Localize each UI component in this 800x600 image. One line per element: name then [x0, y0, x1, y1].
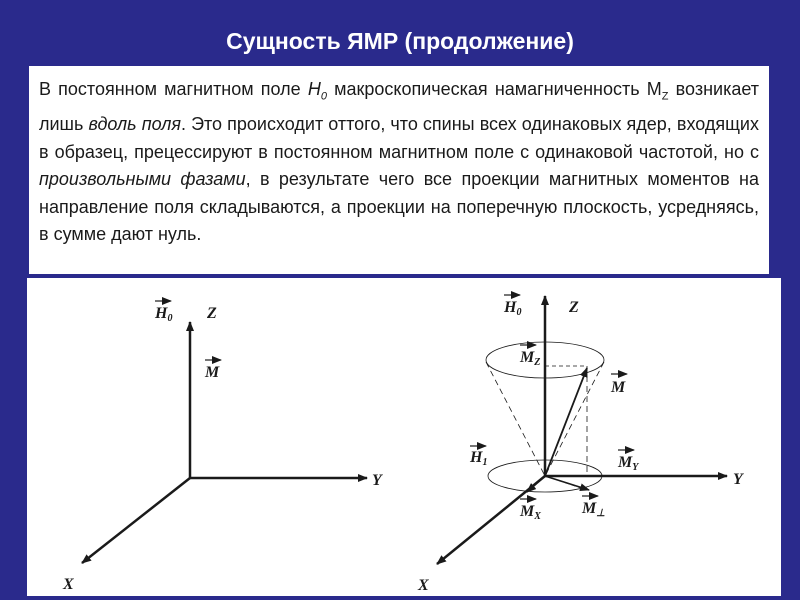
left-h0-label: H0 [155, 305, 173, 324]
h0-symbol: H [307, 79, 321, 99]
right-x-axis [437, 476, 545, 564]
diagrams-svg [27, 278, 781, 596]
mz-label: MZ [520, 349, 541, 368]
cone-left-edge [486, 362, 545, 476]
mx-label: MX [520, 503, 541, 522]
right-x-label: X [418, 577, 429, 594]
explanation-paragraph [39, 76, 759, 249]
right-y-label: Y [733, 471, 743, 488]
left-m-label: M [205, 364, 220, 381]
left-z-label: Z [207, 305, 217, 322]
explanation-box [29, 66, 769, 274]
para-text-4: . Это происходит оттого, что спины всех одинаковых ядер, входящих в образец, прецессируют в постоянном магнитном поле с одинаковой частотой, но с [39, 114, 759, 162]
mz-subscript: Z [661, 90, 669, 103]
my-label: MY [618, 454, 639, 473]
right-diagram [417, 295, 744, 594]
slide-title: Сущность ЯМР (продолжение) [226, 28, 574, 54]
para-text-2: макроскопическая намагниченность M [326, 79, 662, 99]
vector-diagrams [27, 278, 781, 596]
para-text-3: возникает лишь [39, 79, 760, 135]
mperp-label: M⊥ [582, 500, 605, 519]
mx-vector [527, 476, 545, 492]
mperp-vector [545, 476, 589, 490]
right-z-label: Z [569, 299, 579, 316]
m-vector [545, 368, 587, 476]
left-y-label: Y [372, 472, 382, 489]
arbitrary-phases-emphasis: произвольными фазами [39, 169, 246, 190]
right-h0-label: H0 [504, 299, 522, 318]
left-x-label: X [63, 576, 74, 593]
right-m-label: M [611, 379, 626, 396]
left-diagram [62, 301, 383, 593]
h0-subscript: 0 [320, 90, 327, 103]
h1-label: H1 [470, 449, 488, 468]
along-field-emphasis: вдоль поля [88, 114, 181, 135]
left-x-axis [82, 478, 190, 563]
para-text-5: , в результате чего все проекции магнитных моментов на направление поля складываются, а проекции на поперечную плоскость, усредняясь, в сумме дают нуль. [39, 169, 759, 245]
cone-right-edge [545, 362, 604, 476]
para-text-1: В постоянном магнитном поле [39, 79, 308, 99]
